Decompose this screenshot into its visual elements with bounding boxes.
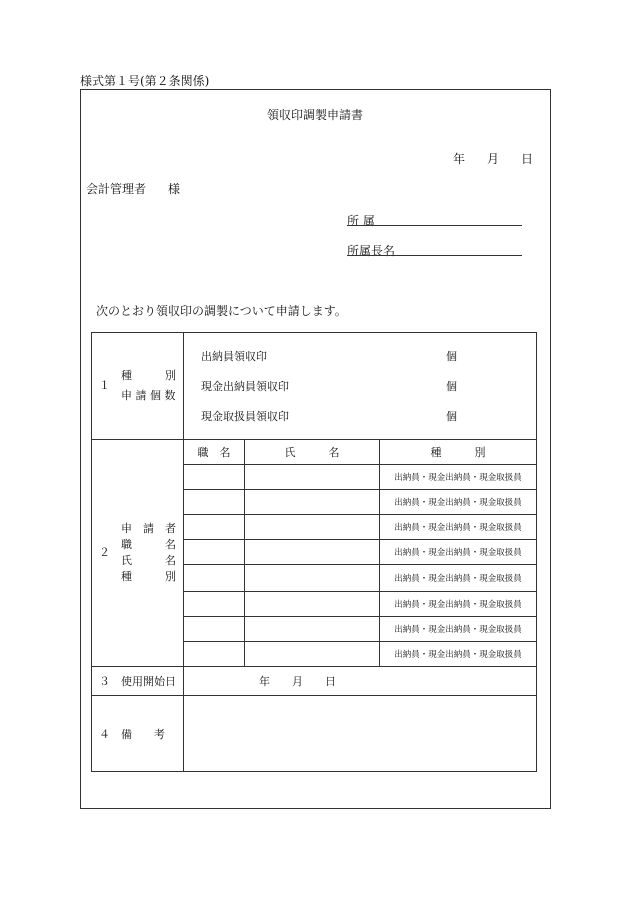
name-field[interactable] (245, 465, 380, 490)
position-field[interactable] (184, 515, 245, 540)
section4-label: 備 考 (121, 727, 165, 741)
section3-number: ３ (99, 675, 110, 688)
position-field[interactable] (184, 465, 245, 490)
section1-number: １ (99, 379, 110, 392)
date-month: 月 (487, 152, 500, 166)
start-date (184, 673, 536, 689)
start-date-month: 月 (292, 675, 303, 688)
form-title: 領収印調製申請書 (266, 108, 363, 122)
section2-label-line: 申 請 者 (121, 522, 176, 535)
affiliation-underline (347, 225, 522, 226)
addressee-honorific: 様 (168, 182, 181, 196)
name-field[interactable] (245, 565, 380, 592)
start-date-year: 年 (259, 675, 270, 688)
name-field[interactable] (245, 540, 380, 565)
seal-item-name: 現金出納員領収印 (201, 380, 289, 393)
type-options[interactable]: 出納員・現金出納員・現金取扱員 (380, 540, 537, 565)
position-field[interactable] (184, 642, 245, 667)
position-field[interactable] (184, 592, 245, 617)
addressee (86, 180, 180, 197)
type-options[interactable]: 出納員・現金出納員・現金取扱員 (380, 565, 537, 592)
application-table (91, 332, 537, 772)
section2-label-line: 種 別 (121, 570, 176, 583)
section3-label-cell (92, 667, 184, 696)
name-field[interactable] (245, 592, 380, 617)
section2-label-line: 職 名 (121, 538, 176, 551)
start-date-day: 日 (325, 675, 336, 688)
section4-row (92, 696, 537, 772)
seal-item-name: 出納員領収印 (201, 350, 267, 363)
section3-label: 使用開始日 (121, 675, 176, 688)
addressee-name: 会計管理者 (86, 182, 147, 196)
type-options[interactable]: 出納員・現金出納員・現金取扱員 (380, 592, 537, 617)
section1-label-line1: 種 別 (121, 369, 176, 382)
intro-text: 次のとおり領収印の調製について申請します。 (96, 304, 347, 318)
position-field[interactable] (184, 490, 245, 515)
section2-label-line: 氏 名 (121, 554, 176, 567)
seal-item-name: 現金取扱員領収印 (201, 410, 289, 423)
section1-row (92, 333, 537, 440)
section1-label-line2: 申 請 個 数 (121, 389, 176, 402)
name-field[interactable] (245, 490, 380, 515)
section4-label-cell (92, 696, 184, 772)
name-field[interactable] (245, 515, 380, 540)
seal-item (184, 371, 536, 401)
seal-item (184, 341, 536, 371)
header-position: 職 名 (184, 440, 245, 465)
section2-number: ２ (99, 546, 110, 559)
type-options[interactable]: 出納員・現金出納員・現金取扱員 (380, 617, 537, 642)
seal-item-unit: 個 (446, 410, 457, 423)
type-options[interactable]: 出納員・現金出納員・現金取扱員 (380, 490, 537, 515)
affiliation-label: 所 属 (347, 214, 375, 228)
position-field[interactable] (184, 540, 245, 565)
date-year: 年 (453, 152, 466, 166)
type-options[interactable]: 出納員・現金出納員・現金取扱員 (380, 642, 537, 667)
seal-item (184, 401, 536, 431)
application-date (453, 150, 533, 167)
type-options[interactable]: 出納員・現金出納員・現金取扱員 (380, 465, 537, 490)
section2-header-row (92, 440, 537, 465)
form-number: 様式第１号(第２条関係) (80, 74, 210, 88)
seal-item-unit: 個 (446, 380, 457, 393)
position-field[interactable] (184, 617, 245, 642)
section2-label-cell (92, 440, 184, 667)
start-date-field[interactable] (184, 667, 537, 696)
remarks-field[interactable] (184, 696, 537, 772)
section3-row (92, 667, 537, 696)
department-head-underline (347, 255, 522, 256)
position-field[interactable] (184, 565, 245, 592)
seal-items-cell (184, 333, 537, 440)
header-type: 種 別 (380, 440, 537, 465)
section1-label-cell (92, 333, 184, 440)
type-options[interactable]: 出納員・現金出納員・現金取扱員 (380, 515, 537, 540)
header-name: 氏 名 (245, 440, 380, 465)
name-field[interactable] (245, 642, 380, 667)
name-field[interactable] (245, 617, 380, 642)
department-head-label: 所属長名 (347, 244, 396, 258)
section4-number: ４ (99, 727, 110, 741)
seal-item-unit: 個 (446, 350, 457, 363)
date-day: 日 (521, 152, 534, 166)
